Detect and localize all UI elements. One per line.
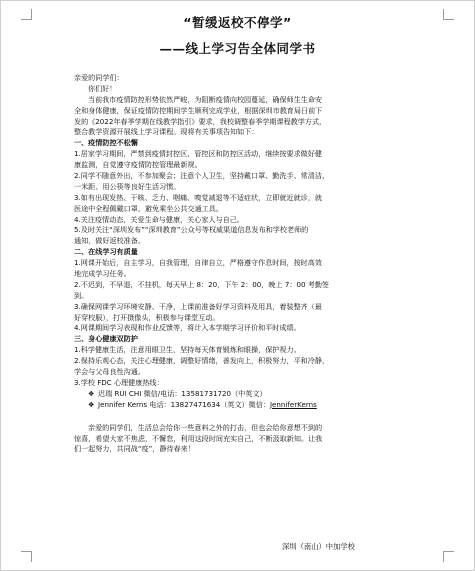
section-heading: 二、在线学习有质量 (74, 247, 138, 257)
body-line: 亲爱的同学们： (74, 73, 124, 82)
spacer (74, 411, 409, 423)
school-signoff: 深圳（南山）中加学校 (282, 542, 355, 551)
document-title: “暂缓返校不停学” (183, 15, 292, 30)
body-line: 整合教学资源开展线上学习课程。现将有关事项告知如下： (74, 127, 259, 137)
body-line: 1.网课开始后，自主学习，自我管理，自律自立，严格遵守作息时间，按时高效 (74, 258, 322, 268)
body-line: 好穿校服），打开摄像头，积极参与课堂互动。 (74, 312, 220, 322)
section-heading: 一、疫情防控不松懈 (74, 138, 138, 148)
body-line: 5.及时关注“深圳发布”“深圳教育”公众号等权威渠道信息发布和学校老师的 (74, 225, 309, 235)
body-line: 4.网课期间学习表现和作业反馈等，将计入本学期学习评价和平时成绩。 (74, 323, 301, 333)
body-line: 到。 (74, 290, 89, 300)
closing-line: 亲爱的同学们，生活总会给你一些意料之外的打击，但也会给你意想不到的 (88, 422, 323, 432)
hotline-item (74, 400, 409, 411)
hotline-detail: 微信/电话：13581731720（中英文） (143, 388, 267, 398)
hotline-item (74, 389, 409, 400)
body-line: 学会与父母良性沟通。 (74, 367, 145, 377)
body-line: 3.如有出现发热、干咳、乏力、咽痛、嗅觉减退等不适症状，立即就近就诊，就 (74, 192, 322, 202)
body-line: 通知，做好返校准备。 (74, 236, 145, 246)
body-line: 3.学校 FDC 心理健康热线： (74, 377, 164, 387)
body-line: 4.关注疫情动态，关爱生命与健康，关心家人与自己。 (74, 214, 244, 224)
body-line: 3.确保网课学习环境安静、干净，上课前准备好学习资料及用具，着装整齐（最 (74, 301, 322, 311)
crop-mark (443, 551, 454, 562)
body-line: 2.同学不随意外出，不参加聚会；注意个人卫生，坚持戴口罩、勤洗手、常清洁、 (74, 171, 330, 181)
body-line: 当前我市疫情防控形势依然严峻，为阻断疫情向校园蔓延，确保师生生命安 (88, 94, 323, 104)
crop-mark (21, 551, 32, 562)
letter-body (74, 73, 409, 455)
body-line: 你们好！ (88, 83, 117, 93)
body-line: 2.保持乐观心态，关注心理健康，调整好情绪，善发向上，积极努力，平和冷静， (74, 356, 330, 366)
diamond-bullet-icon: ❖ (88, 399, 95, 409)
body-line: 1.科学健康生活，注意用眼卫生，坚持每天体育锻炼和眼操，保护视力。 (74, 345, 301, 355)
hotline-name: Jennifer Kerns (98, 399, 148, 409)
body-line: 2.不迟到，不早退，不挂机，每天早上 8：20，下午 2：00，晚上 7：00 考勤签 (74, 279, 330, 289)
body-line: 康监测，自觉遵守疫情防控管理最新规。 (74, 160, 202, 170)
hotline-name: 迟瑞 RUI CHI (98, 388, 142, 398)
diamond-bullet-icon: ❖ (88, 388, 95, 398)
wechat-id: JenniferKerns (269, 399, 317, 409)
section-heading: 三、身心健康双防护 (74, 334, 138, 344)
body-line: 全和身体健康，保证疫情防控期间学生顺利完成学业，根据深圳市教育局日前下 (74, 105, 323, 115)
document-subtitle: ——线上学习告全体同学书 (159, 41, 316, 56)
closing-line: 惊喜，希望大家不焦虑，不懈怠，利用这段时间充实自己，不断汲取新知。让我 (74, 433, 323, 443)
body-line: 1.居家学习期间，严禁到疫情封控区、管控区和防控区活动，继续按要求做好健 (74, 149, 322, 159)
body-line: 一米距、用公筷等良好生活习惯。 (74, 181, 181, 191)
body-line: 医途中全程佩戴口罩，避免乘坐公共交通工具。 (74, 203, 223, 213)
body-line: 地完成学习任务。 (74, 269, 131, 279)
body-line: 发的《2022年春季学期在线教学指引》要求，我校调整春季学期课程教学方式， (74, 116, 327, 126)
hotline-detail: 电话：13827471634（英文）微信： (149, 399, 270, 409)
closing-line: 们一起努力，共同战“疫”，静待春来！ (74, 444, 195, 454)
